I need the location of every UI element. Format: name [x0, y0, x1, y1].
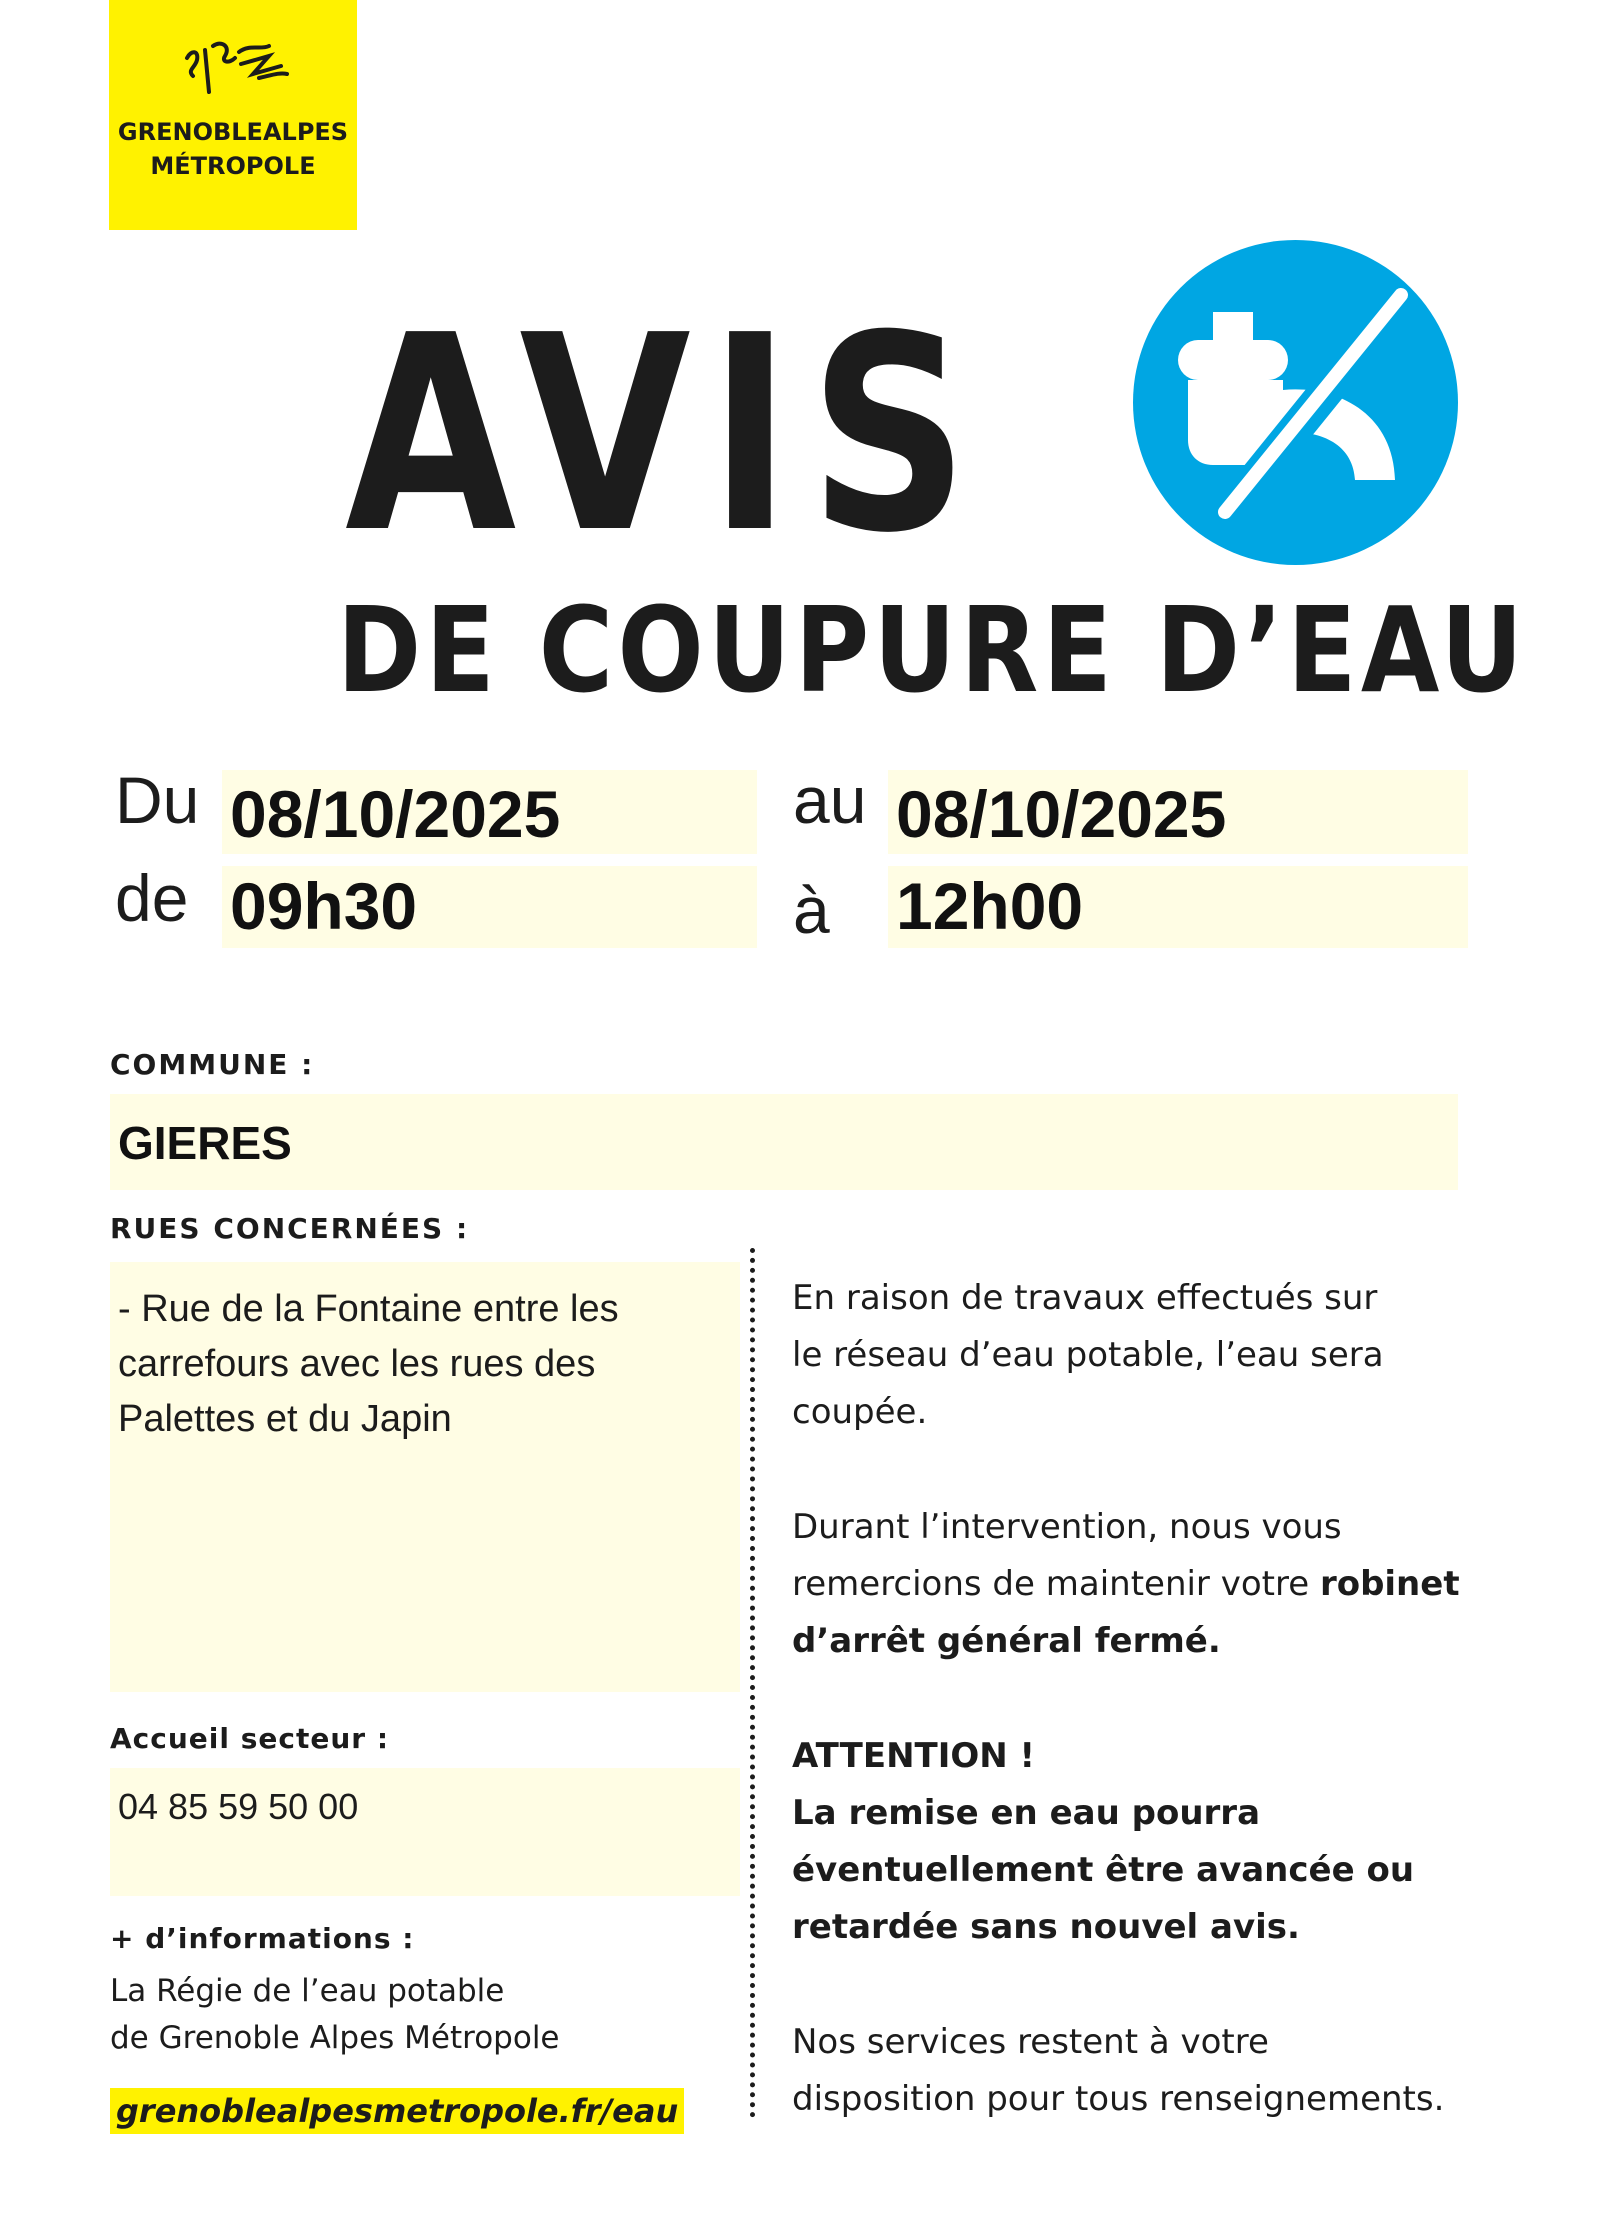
notice-p1-line3: coupée. — [792, 1392, 928, 1432]
logo-block — [109, 0, 357, 230]
website-link[interactable]: grenoblealpesmetropole.fr/eau — [110, 2088, 684, 2134]
no-water-icon — [1133, 240, 1458, 565]
notice-attention: ATTENTION ! — [792, 1736, 1036, 1776]
commune-label: COMMUNE : — [110, 1048, 315, 1081]
notice-p3-line3: éventuellement être avancée ou — [792, 1850, 1415, 1890]
info-text — [110, 1968, 560, 2062]
notice-p3-line2: La remise en eau pourra — [792, 1793, 1261, 1833]
streets-field[interactable] — [110, 1262, 740, 1692]
notice-text — [792, 1270, 1572, 2128]
notice-p4-line2: disposition pour tous renseignements. — [792, 2079, 1445, 2119]
streets-value: - Rue de la Fontaine entre les carrefours avec les rues des Palettes et du Japin — [118, 1288, 619, 1440]
commune-field[interactable] — [110, 1094, 1458, 1190]
column-divider — [750, 1248, 755, 2118]
contact-label: Accueil secteur : — [110, 1722, 390, 1755]
info-label: + d’informations : — [110, 1922, 415, 1955]
end-date-value: 08/10/2025 — [896, 777, 1227, 851]
notice-p2-line1: Durant l’intervention, nous vous — [792, 1507, 1342, 1547]
notice-p1-line1: En raison de travaux effectués sur — [792, 1278, 1378, 1318]
a-label: à — [793, 873, 830, 947]
start-date-field[interactable] — [222, 770, 757, 854]
end-time-value: 12h00 — [896, 869, 1084, 943]
notice-p1-line2: le réseau d’eau potable, l’eau sera — [792, 1335, 1384, 1375]
notice-p2-line2-plain: remercions de maintenir votre — [792, 1564, 1320, 1604]
au-label: au — [793, 763, 867, 837]
info-line-2: de Grenoble Alpes Métropole — [110, 2020, 560, 2056]
start-date-value: 08/10/2025 — [230, 777, 561, 851]
du-label: Du — [115, 763, 200, 837]
logo-line-1: GRENOBLEALPES — [117, 118, 349, 146]
page-title: AVIS — [345, 277, 987, 592]
notice-p2-line2 — [792, 1556, 1572, 1613]
end-date-field[interactable] — [888, 770, 1468, 854]
contact-field[interactable] — [110, 1768, 740, 1896]
end-time-field[interactable] — [888, 866, 1468, 948]
commune-value: GIERES — [118, 1117, 292, 1169]
notice-p3-line4: retardée sans nouvel avis. — [792, 1907, 1300, 1947]
streets-label: RUES CONCERNÉES : — [110, 1212, 470, 1245]
start-time-value: 09h30 — [230, 869, 418, 943]
notice-p4-line1: Nos services restent à votre — [792, 2022, 1269, 2062]
phone-number: 04 85 59 50 00 — [118, 1786, 359, 1827]
info-line-1: La Régie de l’eau potable — [110, 1973, 505, 2009]
de-label: de — [115, 861, 189, 935]
logo-line-2: MÉTROPOLE — [150, 152, 316, 180]
metropole-logo-icon — [109, 0, 357, 110]
page-subtitle: DE COUPURE D’EAU — [337, 581, 1528, 719]
notice-p2-line2-bold: robinet — [1319, 1564, 1460, 1604]
notice-p2-line3: d’arrêt général fermé. — [792, 1621, 1221, 1661]
start-time-field[interactable] — [222, 866, 757, 948]
